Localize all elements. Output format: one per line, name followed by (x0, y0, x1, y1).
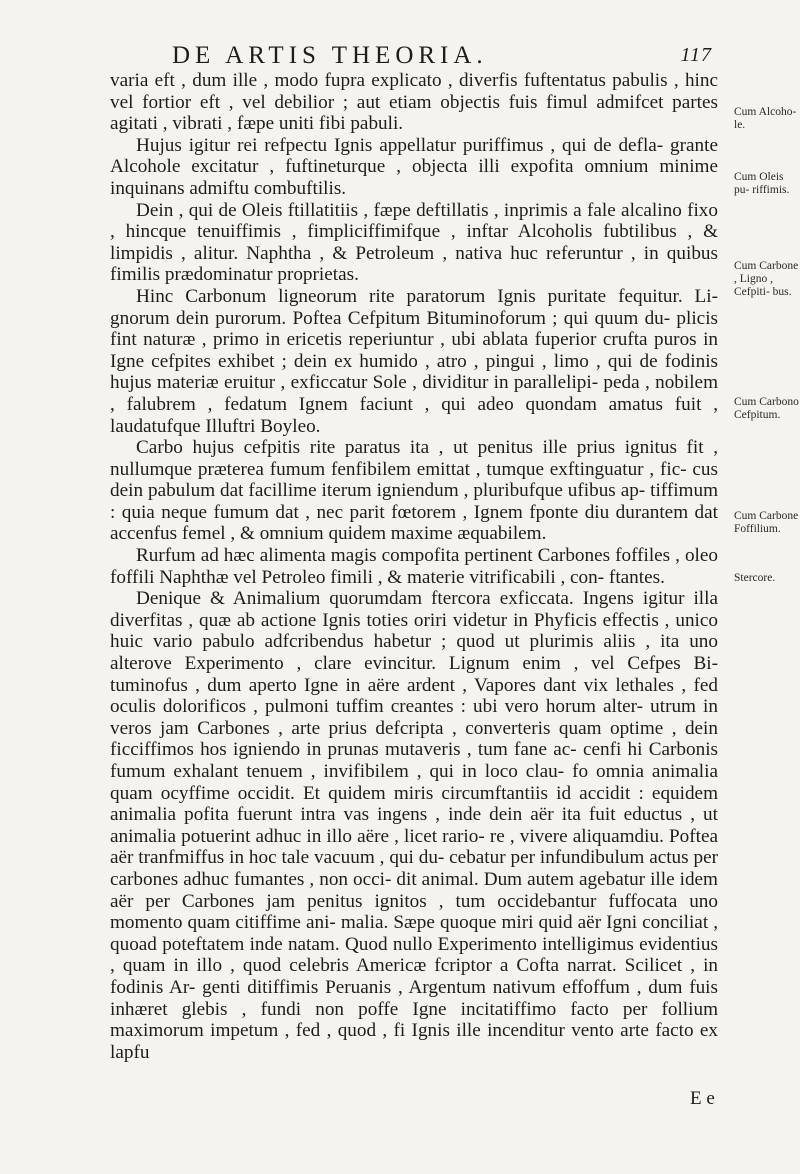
margin-note: Cum Alcoho- le. (734, 106, 797, 131)
main-text (110, 70, 718, 1063)
paragraph: Rurfum ad hæc alimenta magis compofita pertinent Carbones foffiles , oleo foffili Naphthæ vel Petroleo fimili , & materie vitrificabili , con- ftantes. (110, 545, 718, 588)
running-title: DE ARTIS THEORIA. (172, 42, 488, 69)
margin-note: Cum Carbone , Ligno , Cefpiti- bus. (734, 260, 799, 298)
paragraph: varia eft , dum ille , modo fupra explicato , diverfis fuftentatus pabulis , hinc vel fortior eft , vel debilior ; aut etiam objectis fuis fimul admifcet partes agitati , vibrati , fæpe uniti fibi pabuli. (110, 70, 718, 135)
margin-note: Cum Carbone Foffilium. (734, 510, 799, 535)
margin-note: Cum Carbono Cefpitum. (734, 396, 799, 421)
paragraph: Hinc Carbonum ligneorum rite paratorum Ignis puritate fequitur. Li- gnorum dein purorum. Poftea Cefpitum Bituminoforum ; qui quum du- plicis fint naturæ , primo in ericetis reperiuntur , ubi ablata fuperior crufta puros in Igne cefpites exhibet ; dein ex humido , atro , pingui , limo , qui de fodinis hujus materiæ eruitur , exficcatur Sole , dividitur in parallelipi- peda , nobilem , falubrem , fedatum Ignem faciunt , qui adeo quondam amatus fuit , laudatufque Illuftri Boyleo. (110, 285, 718, 437)
page-number: 117 (680, 44, 712, 66)
paragraph: Denique & Animalium quorumdam ftercora exficcata. Ingens igitur illa diverfitas , quæ ab actione Ignis toties oriri videtur in Phyficis effectis , unico huic vario pabulo adfcribendus habetur ; quod ut plurimis aliis , ita uno alterove Experimento , clare evincitur. Lignum enim , vel Cefpes Bi- tuminofus , dum aperto Igne in aëre ardent , Vapores dant vix lethales , fed oculis dolorificos , pulmoni tuffim creantes : ubi vero horum alter- utrum in veros jam Carbones , arte prius defcripta , converteris quam optime , dein ficciffimos hos igniendo in prunas mutaveris , tum fane ac- cenfi hi Carbonis fumum exhalant tenuem , invifibilem , qui in loco clau- fo omnia animalia quam ocyffime occidit. Et quidem miris circumftantiis id accidit : equidem animalia pofita fuerunt intra vas ingens , inde dein aër ita fuit eductus , ut animalia potuerint adhuc in illo aëre , licet rario- re , vivere aliquamdiu. Poftea aër tranfmiffus in hoc tale vacuum , qui du- cebatur per infundibulum actus per carbones adhuc fumantes , non occi- dit animal. Dum autem agebatur ille idem aër per Carbones jam penitus ignitos , tum occidebantur fuffocata uno momento quam citiffime ani- malia. Sæpe quoque miri quid aër Igni conciliat , quoad poteftatem inde natam. Quod nullo Experimento intelligimus evidentius , quam in illo , quod celebris Americæ fcriptor a Cofta narrat. Scilicet , in fodinis Ar- genti ditiffimis Peruanis , Argentum nativum effoffum , dum fuis inhæret glebis , fundi non poffe Igne incitatiffimo facto per follium maximorum impetum , fed , quod , fi Ignis ille incenditur vento arte facto ex lapfu (110, 588, 718, 1063)
paragraph: Hujus igitur rei refpectu Ignis appellatur puriffimus , qui de defla- grante Alcohole excitatur , fuftineturque , objecta illi expofita omnium minime inquinans admiftu combuftilis. (110, 134, 718, 199)
running-head (172, 42, 712, 70)
paragraph: Dein , qui de Oleis ftillatitiis , fæpe deftillatis , inprimis a fale alcalino fixo , hincque tenuiffimis , fimpliciffimifque , inftar Alcoholis fubtilibus , & limpidis , alitur. Naphtha , & Petroleum , nativa huc referuntur , in quibus fimilis prædominatur proprietas. (110, 199, 718, 286)
margin-note: Cum Oleis pu- riffimis. (734, 171, 790, 196)
paragraph: Carbo hujus cefpitis rite paratus ita , ut penitus ille prius ignitus fit , nullumque præterea fumum fenfibilem emittat , tumque exftinguatur , fic- cus dein pabulum dat facillime iterum igniendum , pluribufque ufibus ap- tiffimum : quia neque fumum dat , nec parit fœtorem , Ignem fponte diu durantem dat accenfus femel , & omnium quidem maxime æquabilem. (110, 437, 718, 545)
catchword: E e (690, 1088, 715, 1109)
margin-note: Stercore. (734, 572, 776, 584)
